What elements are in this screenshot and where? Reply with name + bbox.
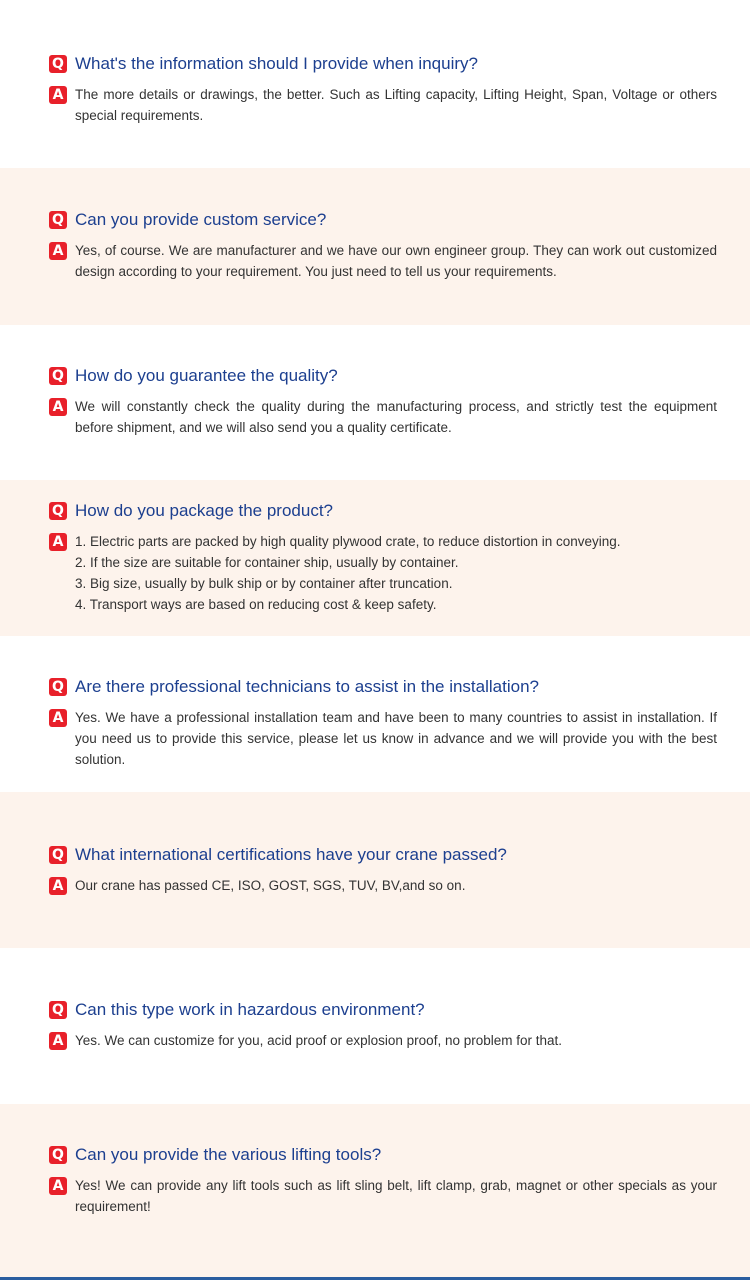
- answer-badge-icon: A: [49, 242, 67, 260]
- faq-question: [49, 678, 717, 698]
- faq-answer: [49, 533, 717, 615]
- faq-answer: [49, 1177, 717, 1217]
- answer-badge-icon: A: [49, 709, 67, 727]
- faq-item: [0, 792, 750, 948]
- answer-list-item: 1. Electric parts are packed by high quality plywood crate, to reduce distortion in conveying.: [75, 534, 621, 549]
- faq-question: [49, 55, 717, 75]
- answer-text: We will constantly check the quality during the manufacturing process, and strictly test the equipment before shipment, and we will also send you a quality certificate.: [75, 399, 717, 435]
- question-badge-icon: Q: [49, 55, 67, 73]
- answer-list-item: 3. Big size, usually by bulk ship or by container after truncation.: [75, 576, 453, 591]
- question-badge-icon: Q: [49, 1146, 67, 1164]
- answer-text: Yes! We can provide any lift tools such as lift sling belt, lift clamp, grab, magnet or other specials as your requirement!: [75, 1178, 717, 1214]
- faq-item: [0, 168, 750, 325]
- answer-badge-icon: A: [49, 877, 67, 895]
- faq-question: [49, 211, 717, 231]
- question-text: Can you provide the various lifting tools?: [75, 1145, 382, 1164]
- faq-item: [0, 325, 750, 480]
- faq-item: [0, 480, 750, 636]
- faq-question: [49, 502, 717, 522]
- faq-answer: [49, 1032, 717, 1051]
- faq-answer: [49, 242, 717, 282]
- answer-badge-icon: A: [49, 86, 67, 104]
- answer-badge-icon: A: [49, 533, 67, 551]
- answer-list: [75, 531, 717, 615]
- question-badge-icon: Q: [49, 1001, 67, 1019]
- faq-answer: [49, 398, 717, 438]
- faq-question: [49, 367, 717, 387]
- question-badge-icon: Q: [49, 211, 67, 229]
- faq-item: [0, 948, 750, 1104]
- question-text: Can this type work in hazardous environment?: [75, 1000, 425, 1019]
- answer-badge-icon: A: [49, 1177, 67, 1195]
- faq-question: [49, 1146, 717, 1166]
- question-text: How do you package the product?: [75, 501, 334, 520]
- faq-item: [0, 1104, 750, 1277]
- answer-text: Yes. We have a professional installation team and have been to many countries to assist in installation. If you need us to provide this service, please let us know in advance and we will provide you with the best solution.: [75, 710, 717, 767]
- question-text: How do you guarantee the quality?: [75, 366, 338, 385]
- question-badge-icon: Q: [49, 502, 67, 520]
- question-text: Can you provide custom service?: [75, 210, 327, 229]
- answer-list-item: 4. Transport ways are based on reducing cost & keep safety.: [75, 597, 437, 612]
- question-text: What international certifications have your crane passed?: [75, 845, 507, 864]
- faq-answer: [49, 709, 717, 770]
- answer-badge-icon: A: [49, 398, 67, 416]
- question-text: What's the information should I provide when inquiry?: [75, 54, 478, 73]
- question-badge-icon: Q: [49, 367, 67, 385]
- faq-question: [49, 846, 717, 866]
- faq-answer: [49, 877, 717, 896]
- faq-item: [0, 0, 750, 168]
- answer-text: Our crane has passed CE, ISO, GOST, SGS, TUV, BV,and so on.: [75, 878, 466, 893]
- question-badge-icon: Q: [49, 678, 67, 696]
- answer-text: Yes, of course. We are manufacturer and we have our own engineer group. They can work out customized design according to your requirement. You just need to tell us your requirements.: [75, 243, 717, 279]
- answer-badge-icon: A: [49, 1032, 67, 1050]
- answer-text: The more details or drawings, the better. Such as Lifting capacity, Lifting Height, Span, Voltage or others special requirements.: [75, 87, 717, 123]
- faq-answer: [49, 86, 717, 126]
- faq-item: [0, 636, 750, 792]
- faq-question: [49, 1001, 717, 1021]
- answer-list-item: 2. If the size are suitable for container ship, usually by container.: [75, 555, 459, 570]
- question-text: Are there professional technicians to assist in the installation?: [75, 677, 539, 696]
- answer-text: Yes. We can customize for you, acid proof or explosion proof, no problem for that.: [75, 1033, 563, 1048]
- question-badge-icon: Q: [49, 846, 67, 864]
